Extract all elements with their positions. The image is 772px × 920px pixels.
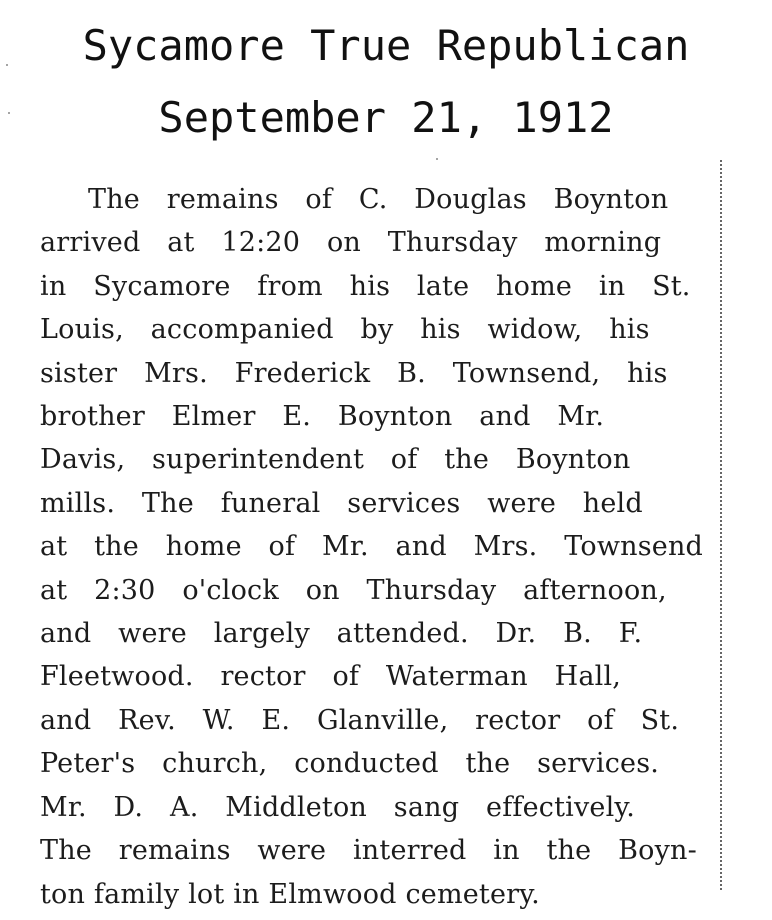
article-line: Mr. D. A. Middleton sang effectively. <box>40 791 636 823</box>
article-line: and Rev. W. E. Glanville, rector of St. <box>40 704 680 736</box>
article-line: brother Elmer E. Boynton and Mr. <box>40 401 605 433</box>
article-line: Fleetwood. rector of Waterman Hall, <box>40 661 622 693</box>
article-column <box>40 178 708 910</box>
article-line: in Sycamore from his late home in St. <box>40 270 691 302</box>
article-line: arrived at 12:20 on Thursday morning <box>40 227 662 259</box>
article-line: Davis, superintendent of the Boynton <box>40 444 631 476</box>
article-line: Louis, accompanied by his widow, his <box>40 314 650 346</box>
article-line: Peter's church, conducted the services. <box>40 748 660 780</box>
scan-speck <box>8 112 10 114</box>
article-line: ton family lot in Elmwood cemetery. <box>40 878 540 910</box>
article-line: at 2:30 o'clock on Thursday afternoon, <box>40 574 667 606</box>
article-line: and were largely attended. Dr. B. F. <box>40 618 643 650</box>
scan-speck <box>6 64 8 66</box>
article-line: mills. The funeral services were held <box>40 487 643 519</box>
publication-date: September 21, 1912 <box>158 93 614 142</box>
article-line: The remains were interred in the Boyn- <box>40 835 697 867</box>
article-body <box>40 178 708 916</box>
article-line: sister Mrs. Frederick B. Townsend, his <box>40 357 668 389</box>
article-line: at the home of Mr. and Mrs. Townsend <box>40 531 704 563</box>
publication-name: Sycamore True Republican <box>82 21 690 70</box>
clipping-cut-edge <box>720 160 722 890</box>
scan-speck <box>436 158 438 160</box>
article-line: The remains of C. Douglas Boynton <box>88 184 669 215</box>
